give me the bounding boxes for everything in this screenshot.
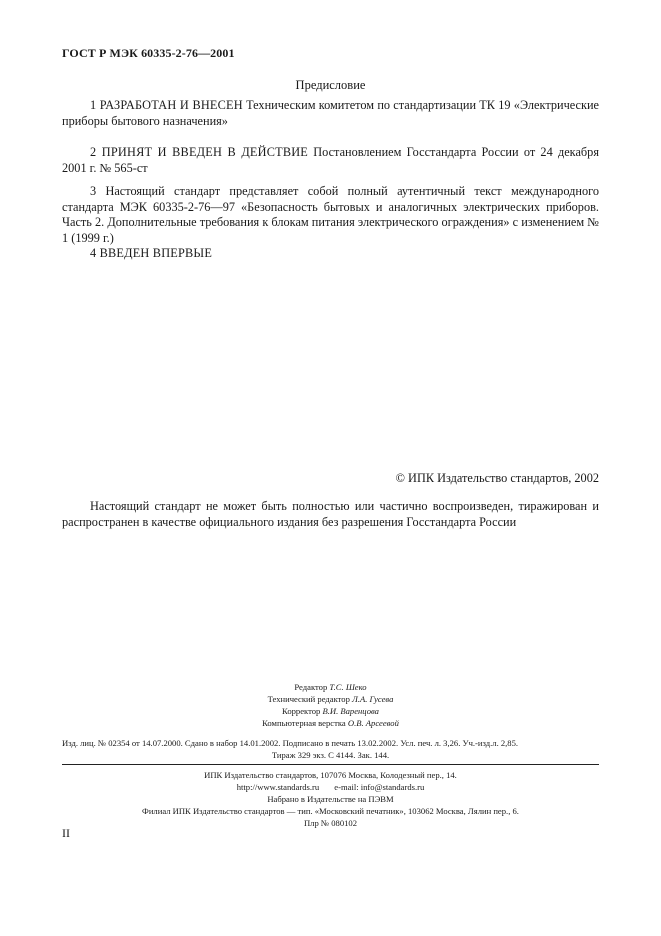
imprint-web-link[interactable]: http://www.standards.ru <box>236 782 320 792</box>
foreword-item-2 <box>62 145 599 176</box>
publication-info-line-1: Изд. лиц. № 02354 от 14.07.2000. Сдано в набор 14.01.2002. Подписано в печать 13.02.2002. Усл. печ. л. 3,26. Уч.-изд.л. 2,85. <box>62 738 519 748</box>
foreword-item-1-text: Техническим комитетом по стандартизации ТК 19 «Электрические приборы бытового назначения» <box>62 98 599 128</box>
foreword-title: Предисловие <box>295 78 366 92</box>
page-number: II <box>62 826 70 840</box>
foreword-item-2-lead: 2 ПРИНЯТ И ВВЕДЕН В ДЕЙСТВИЕ <box>90 145 309 159</box>
imprint-publisher: ИПК Издательство стандартов, 107076 Москва, Колодезный пер., 14. <box>204 770 457 780</box>
imprint-typeset: Набрано в Издательстве на ПЭВМ <box>267 794 394 804</box>
imprint-printer: Филиал ИПК Издательство стандартов — тип. «Московский печатник», 103062 Москва, Лялин пер., 6. <box>142 806 519 816</box>
credit-line: Технический редактор Л.А. Гусева <box>267 694 394 704</box>
publication-info-line-2: Тираж 329 экз. С 4144. Зак. 144. <box>271 750 390 760</box>
publication-info <box>62 737 599 761</box>
reproduction-notice: Настоящий стандарт не может быть полностью или частично воспроизведен, тиражирован и распространен в качестве официального издания без разрешения Госстандарта России <box>62 499 599 529</box>
foreword-item-1 <box>62 98 599 129</box>
credits-block <box>0 681 661 729</box>
foreword-item-1-lead: 1 РАЗРАБОТАН И ВНЕСЕН <box>90 98 243 112</box>
imprint-license: Плр № 080102 <box>303 818 358 828</box>
credit-line: Корректор В.И. Варенцова <box>282 706 379 716</box>
document-header: ГОСТ Р МЭК 60335-2-76—2001 <box>62 46 235 60</box>
credit-line: Компьютерная верстка О.В. Арсеевой <box>262 718 399 728</box>
foreword-item-3: 3 Настоящий стандарт представляет собой полный аутентичный текст международного стандарта МЭК 60335-2-76—97 «Безопасность бытовых и аналогичных электрических приборов. Часть 2. Дополнительные требования к блокам питания электрического ограждения» с изменением № 1 (1999 г.) <box>62 184 599 245</box>
imprint-block <box>0 769 661 829</box>
copyright-line: © ИПК Издательство стандартов, 2002 <box>395 471 599 485</box>
imprint-email-link[interactable]: e-mail: info@standards.ru <box>334 782 425 792</box>
credit-line: Редактор Т.С. Шеко <box>294 682 367 692</box>
divider-rule <box>62 764 599 765</box>
foreword-item-2-text: Постановлением Госстандарта России от 24 декабря 2001 г. № 565-ст <box>62 145 599 175</box>
imprint-contacts <box>0 781 661 793</box>
foreword-item-4 <box>62 246 599 262</box>
foreword-item-4-lead: 4 ВВЕДЕН ВПЕРВЫЕ <box>90 246 213 260</box>
